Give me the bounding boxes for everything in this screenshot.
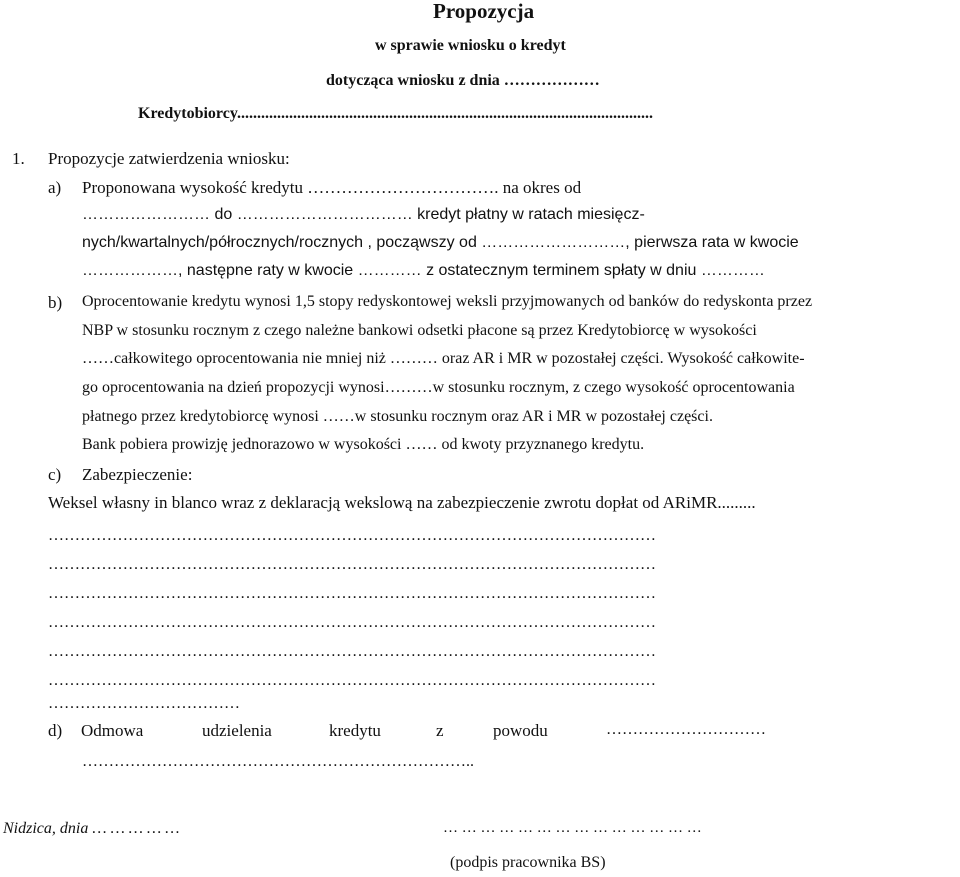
item-c-heading: Zabezpieczenie: bbox=[82, 465, 193, 484]
item-c-marker: c) bbox=[48, 465, 62, 484]
collateral-dot-line: …………………………………………………………………………………………………… bbox=[48, 614, 656, 631]
item-b-line-3: ……całkowitego oprocentowania nie mniej niż ……… oraz AR i MR w pozostałej części. Wysokość całkowite- bbox=[82, 350, 805, 367]
signature-caption: (podpis pracownika BS) bbox=[450, 854, 606, 871]
collateral-dot-line-last: ……………………………… bbox=[48, 695, 240, 712]
item-a-marker: a) bbox=[48, 178, 62, 197]
item-b-line-4: go oprocentowania na dzień propozycji wynosi………w stosunku rocznym, z czego wysokość oprocentowania bbox=[82, 379, 795, 396]
item-b-line-5: płatnego przez kredytobiorcę wynosi ……w stosunku rocznym oraz AR i MR w pozostałej części. bbox=[82, 408, 713, 425]
borrower-line: Kredytobiorcy........................................................................................................ bbox=[138, 105, 653, 122]
refusal-reason-dots: ………………………… bbox=[606, 721, 766, 738]
section-number: 1. bbox=[12, 149, 25, 168]
item-d-word: udzielenia bbox=[202, 721, 272, 740]
item-d-word: Odmowa bbox=[81, 721, 144, 740]
document-subtitle: w sprawie wniosku o kredyt bbox=[375, 37, 566, 54]
item-a-line-4: ………………, następne raty w kwocie ………… z ostatecznym terminem spłaty w dniu ………… bbox=[82, 262, 765, 279]
item-b-marker: b) bbox=[48, 293, 63, 312]
collateral-dot-line: …………………………………………………………………………………………………… bbox=[48, 672, 656, 689]
item-b-line-2: NBP w stosunku rocznym z czego należne bankowi odsetki płacone są przez Kredytobiorcę w wysokości bbox=[82, 322, 757, 339]
application-date-line: dotycząca wniosku z dnia ……………… bbox=[326, 72, 600, 89]
refusal-reason-line-2: ……………………………………………………………….. bbox=[82, 753, 474, 770]
item-d-word: z bbox=[436, 721, 444, 740]
item-d-word: kredytu bbox=[329, 721, 381, 740]
collateral-dot-line: …………………………………………………………………………………………………… bbox=[48, 527, 656, 544]
item-d-word: powodu bbox=[493, 721, 548, 740]
item-d-marker: d) bbox=[48, 721, 63, 740]
section-heading: Propozycje zatwierdzenia wniosku: bbox=[48, 149, 290, 168]
document-title: Propozycja bbox=[433, 0, 535, 23]
collateral-dot-line: …………………………………………………………………………………………………… bbox=[48, 643, 656, 660]
item-a-line-3: nych/kwartalnych/półrocznych/rocznych , począwszy od ………………………, pierwsza rata w kwocie bbox=[82, 234, 799, 251]
item-a-line-1: Proponowana wysokość kredytu ……………………………. na okres od bbox=[82, 178, 582, 197]
collateral-dot-line: …………………………………………………………………………………………………… bbox=[48, 585, 656, 602]
item-a-line-2: …………………… do …………………………… kredyt płatny w ratach miesięcz- bbox=[82, 206, 645, 223]
item-b-line-1: Oprocentowanie kredytu wynosi 1,5 stopy redyskontowej weksli przyjmowanych od banków do redyskonta przez bbox=[82, 293, 813, 310]
place-and-date: Nidzica, dnia … … … … … bbox=[3, 820, 180, 837]
signature-dots: … … … … … … … … … … … … … … bbox=[443, 820, 702, 836]
collateral-line: Weksel własny in blanco wraz z deklaracją wekslową na zabezpieczenie zwrotu dopłat od ARiMR......... bbox=[48, 493, 756, 512]
item-b-line-6: Bank pobiera prowizję jednorazowo w wysokości …… od kwoty przyznanego kredytu. bbox=[82, 436, 645, 453]
collateral-dot-line: …………………………………………………………………………………………………… bbox=[48, 556, 656, 573]
